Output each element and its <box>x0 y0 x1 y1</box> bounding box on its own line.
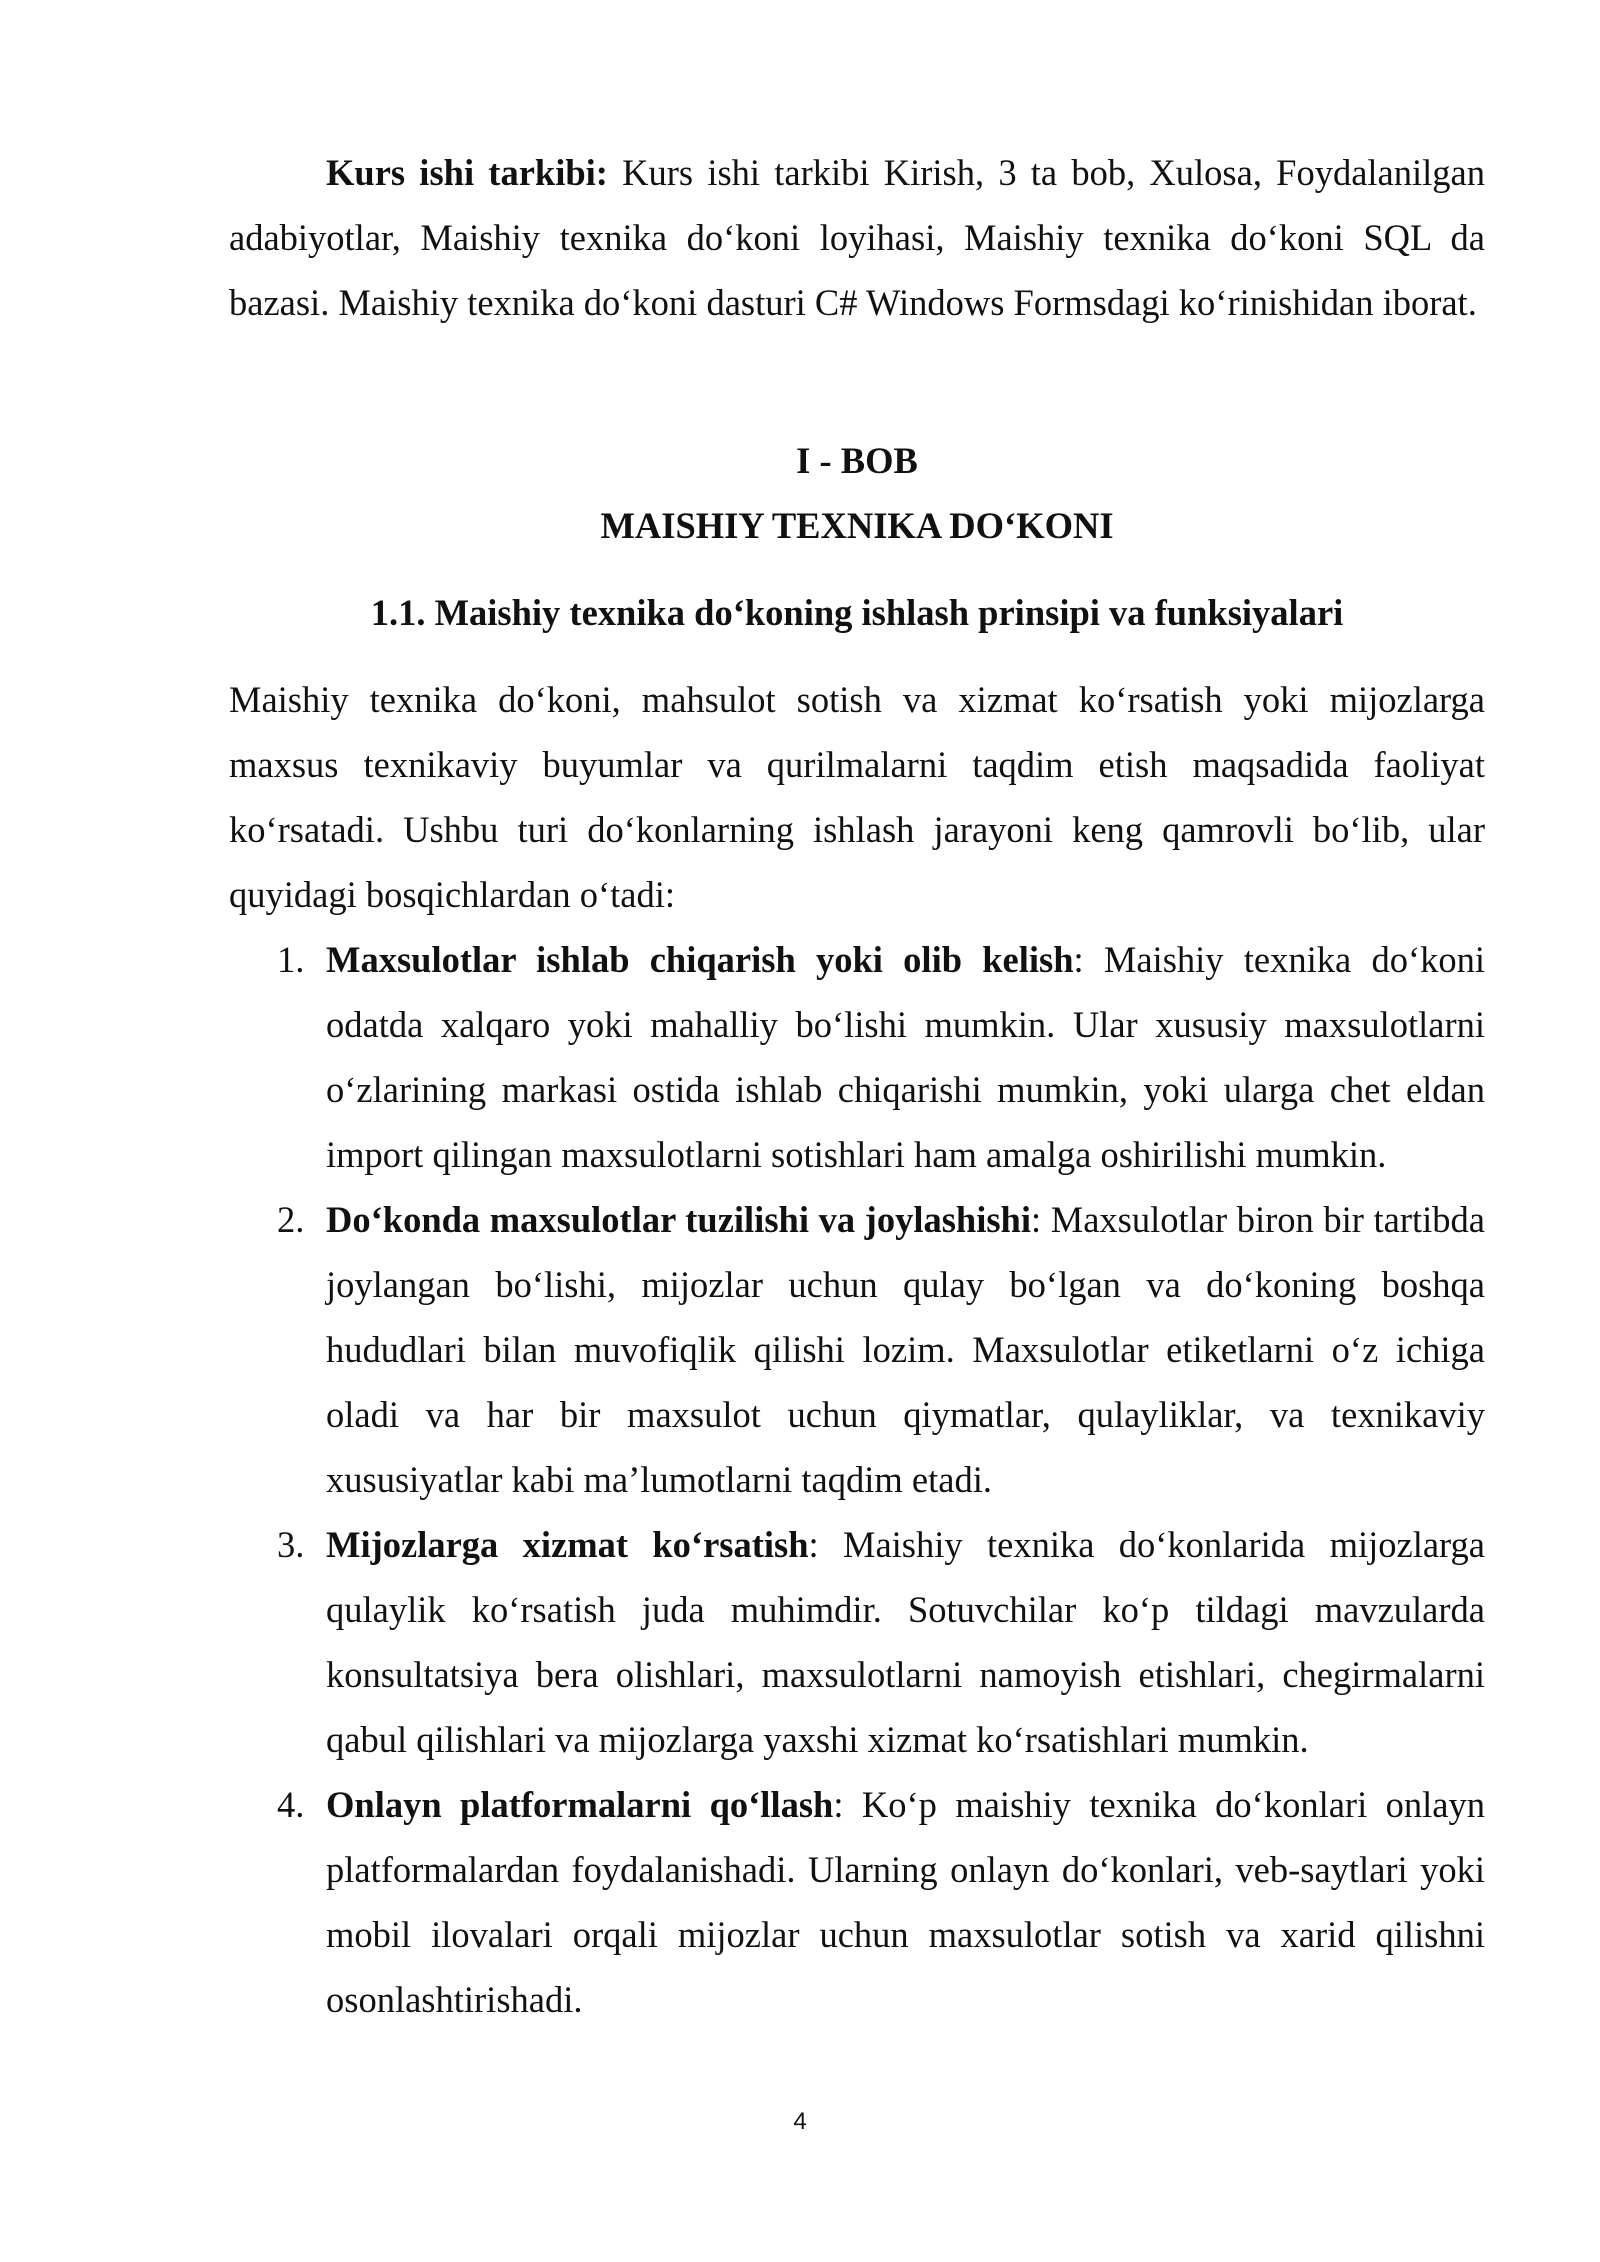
document-page <box>229 140 1485 2032</box>
intro-label: Kurs ishi tarkibi: <box>326 152 608 193</box>
list-item <box>229 1512 1485 1772</box>
list-item-number: 3. <box>277 1524 305 1565</box>
list-item-body <box>326 1772 1485 2032</box>
section-title: 1.1. Maishiy texnika do‘koning ishlash prinsipi va funksiyalari <box>370 592 1344 633</box>
list-item <box>229 927 1485 1187</box>
chapter-number: I - BOB <box>796 440 918 481</box>
list-item-body <box>326 1512 1485 1772</box>
intro-text: Kurs ishi tarkibi Kirish, 3 ta bob, Xulosa, Foydalanilgan adabiyotlar, Maishiy texnika do‘koni loyihasi, Maishiy texnika do‘koni SQL da bazasi. Maishiy texnika do‘koni dasturi C# Windows Formsdagi ko‘rinishidan iborat. <box>229 152 1485 323</box>
list-item-text: : Ko‘p maishiy texnika do‘konlari onlayn platformalardan foydalanishadi. Ularning onlayn do‘konlari, veb-saytlari yoki mobil ilovalari orqali mijozlar uchun maxsulotlar sotish va xarid qilishni osonlashtirishadi. <box>326 1784 1485 2020</box>
list-item <box>229 1187 1485 1512</box>
list-item-number: 4. <box>277 1784 305 1825</box>
chapter-title: MAISHIY TEXNIKA DO‘KONI <box>600 505 1114 546</box>
list-item-number: 2. <box>277 1199 305 1240</box>
steps-list <box>229 927 1485 2032</box>
list-item <box>229 1772 1485 2032</box>
list-item-number: 1. <box>277 939 305 980</box>
list-item-title: Maxsulotlar ishlab chiqarish yoki olib kelish <box>326 939 1074 980</box>
page-number: 4 <box>793 2108 807 2135</box>
list-item-title: Onlayn platformalarni qo‘llash <box>326 1784 834 1825</box>
list-item-body <box>326 927 1485 1187</box>
section-paragraph: Maishiy texnika do‘koni, mahsulot sotish va xizmat ko‘rsatish yoki mijozlarga maxsus texnikaviy buyumlar va qurilmalarni taqdim etish maqsadida faoliyat ko‘rsatadi. Ushbu turi do‘konlarning ishlash jarayoni keng qamrovli bo‘lib, ular quyidagi bosqichlardan o‘tadi: <box>229 679 1485 915</box>
intro-paragraph <box>229 140 1485 335</box>
list-item-text: : Maxsulotlar biron bir tartibda joylangan bo‘lishi, mijozlar uchun qulay bo‘lgan va do‘koning boshqa hududlari bilan muvofiqlik qilishi lozim. Maxsulotlar etiketlarni o‘z ichiga oladi va har bir maxsulot uchun qiymatlar, qulayliklar, va texnikaviy xususiyatlar kabi ma’lumotlarni taqdim etadi. <box>326 1199 1485 1500</box>
list-item-text: : Maishiy texnika do‘konlarida mijozlarga qulaylik ko‘rsatish juda muhimdir. Sotuvchilar ko‘p tildagi mavzularda konsultatsiya bera olishlari, maxsulotlarni namoyish etishlari, chegirmalarni qabul qilishlari va mijozlarga yaxshi xizmat ko‘rsatishlari mumkin. <box>326 1524 1485 1760</box>
list-item-title: Mijozlarga xizmat ko‘rsatish <box>326 1524 809 1565</box>
list-item-title: Do‘konda maxsulotlar tuzilishi va joylashishi <box>326 1199 1031 1240</box>
list-item-body <box>326 1187 1485 1512</box>
list-item-text: : Maishiy texnika do‘koni odatda xalqaro yoki mahalliy bo‘lishi mumkin. Ular xususiy maxsulotlarni o‘zlarining markasi ostida ishlab chiqarishi mumkin, yoki ularga chet eldan import qilingan maxsulotlarni sotishlari ham amalga oshirilishi mumkin. <box>326 939 1485 1175</box>
